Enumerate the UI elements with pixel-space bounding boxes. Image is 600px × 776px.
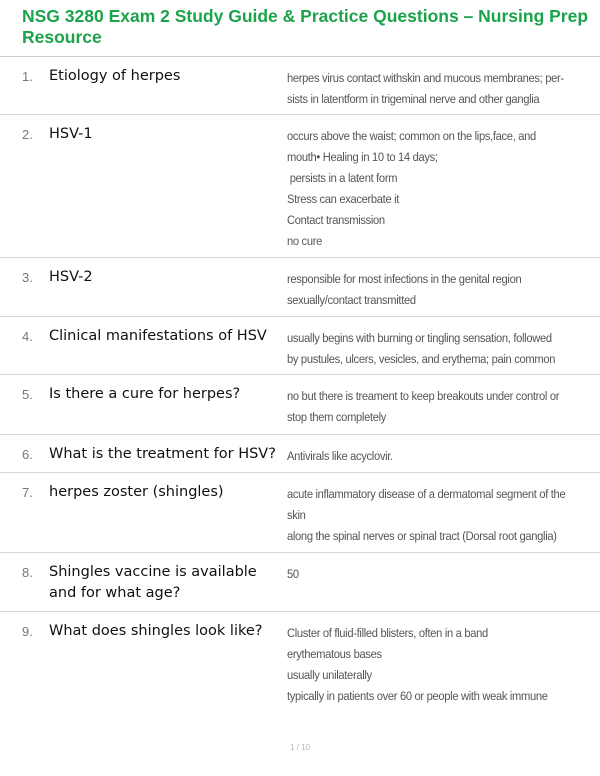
- page-counter: 1 / 10: [289, 743, 310, 752]
- item-definition: Antivirals like acyclovir.: [287, 449, 393, 463]
- item-number: 3.: [22, 270, 33, 285]
- item-definition: usually begins with burning or tingling sensation, followed by pustules, ulcers, vesicles, and erythema; pain common: [287, 331, 556, 366]
- item-term: HSV-1: [49, 126, 93, 142]
- item-number: 7.: [22, 485, 33, 500]
- item-term: herpes zoster (shingles): [49, 484, 224, 500]
- item-term: HSV-2: [49, 269, 93, 285]
- item-definition: occurs above the waist; common on the lips,face, and mouth• Healing in 10 to 14 days; persists in a latent form Stress can exacerbate it Contact transmission no cure: [287, 129, 536, 248]
- item-term: What is the treatment for HSV?: [49, 446, 276, 462]
- list-item: [0, 316, 600, 374]
- page-title: NSG 3280 Exam 2 Study Guide & Practice Questions – Nursing Prep Resource: [22, 6, 589, 47]
- list-item: [0, 434, 600, 472]
- flashcard-list: [0, 56, 600, 712]
- item-number: 6.: [22, 447, 33, 462]
- list-item: [0, 611, 600, 712]
- item-definition: responsible for most infections in the genital region sexually/contact transmitted: [287, 272, 522, 307]
- item-number: 1.: [22, 69, 33, 84]
- list-item: [0, 374, 600, 434]
- item-term: Is there a cure for herpes?: [49, 386, 241, 402]
- item-term: Shingles vaccine is available and for what age?: [49, 564, 257, 601]
- item-number: 9.: [22, 624, 33, 639]
- item-term: Etiology of herpes: [49, 68, 181, 84]
- list-item: [0, 56, 600, 114]
- item-definition: 50: [287, 567, 299, 581]
- list-item: [0, 472, 600, 552]
- list-item: [0, 552, 600, 611]
- item-number: 2.: [22, 127, 33, 142]
- item-term: What does shingles look like?: [49, 623, 263, 639]
- item-definition: Cluster of fluid-filled blisters, often in a band erythematous bases usually unilaterally typically in patients over 60 or people with weak immune: [287, 626, 548, 703]
- item-number: 5.: [22, 387, 33, 402]
- list-item: [0, 257, 600, 316]
- list-item: [0, 114, 600, 257]
- item-definition: acute inflammatory disease of a dermatomal segment of the skin along the spinal nerves or spinal tract (Dorsal root ganglia): [287, 487, 566, 543]
- item-number: 4.: [22, 329, 33, 344]
- item-definition: no but there is treament to keep breakouts under control or stop them completely: [287, 389, 560, 424]
- item-definition: herpes virus contact withskin and mucous membranes; per- sists in latentform in trigeminal nerve and other ganglia: [287, 71, 564, 106]
- item-number: 8.: [22, 565, 33, 580]
- item-term: Clinical manifestations of HSV: [49, 328, 267, 344]
